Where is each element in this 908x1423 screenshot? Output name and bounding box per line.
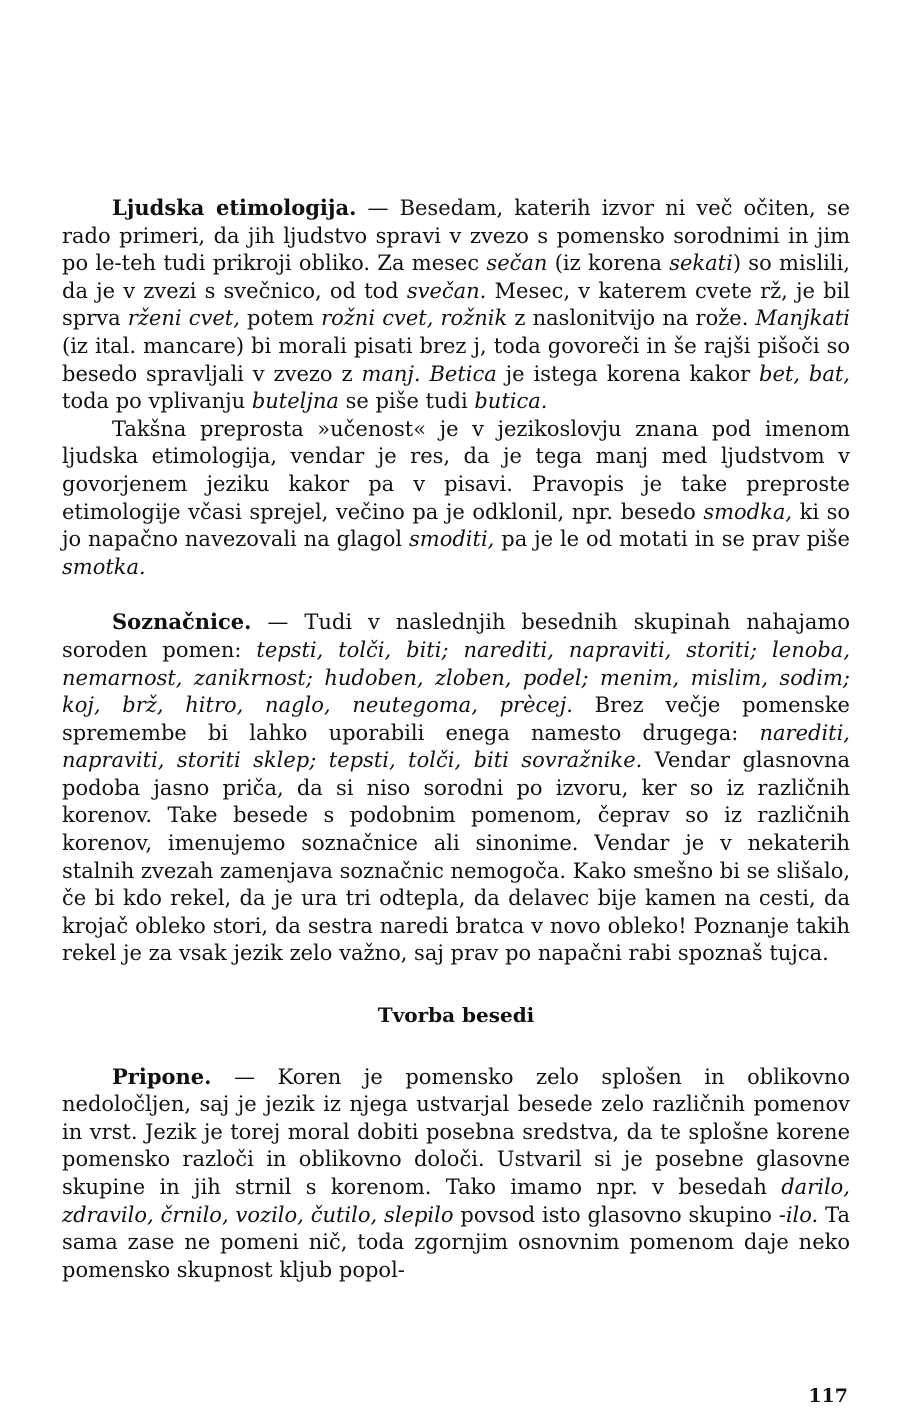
section-heading-soznacnice: Soznačnice. [112,609,252,635]
chapter-title: Tvorba besedi [377,1003,535,1028]
page-number: 117 [808,1385,848,1407]
paragraph-ljudska-etimologija: Ljudska etimologija. — Besedam, katerih izvor ni več očiten, se rado primeri, da jih ljudstvo spravi v zvezo s pomensko sorodnimi in jim po le-teh tudi prikroji obliko. Za mesec sečan (iz korena sekati) so mislili, da je v zvezi s svečnico, od tod svečan. Mesec, v katerem cvete rž, je bil sprva rženi cvet, potem rožni cvet, rožnik z naslonitvijo na rože. Manjkati (iz ital. mancare) bi morali pisati brez j, toda govoreči in še rajši pišoči so besedo spravljali v zvezo z manj. Betica je istega korena kakor bet, bat, toda po vplivanju buteljna se piše tudi butica. [62,195,851,414]
paragraph-taksna-preprosta: Takšna preprosta »učenost« je v jezikoslovju znana pod imenom ljudska etimologija, vendar je res, da je tega manj med ljudstvom v govorjenem jeziku kakor pa v pisavi. Pravopis je take preproste etimologije včasi sprejel, večino pa je odklonil, npr. besedo smodka, ki so jo napačno navezovali na glagol smoditi, pa je le od motati in se prav piše smotka. [62,416,850,579]
section-heading-ljudska-etimologija: Ljudska etimologija. [112,195,357,220]
page-body [62,194,850,1284]
section-heading-pripone: Pripone. [112,1063,212,1089]
paragraph-pripone: Pripone. — Koren je pomensko zelo splošen in oblikovno nedoločljen, saj je jezik iz njega ustvarjal besede zelo različnih pomenov in vrst. Jezik je torej moral dobiti posebna sredstva, da te splošne korene pomensko razloči in oblikovno določi. Ustvaril si je posebne glasovne skupine in jih strnil s korenom. Tako imamo npr. v besedah darilo, zdravilo, črnilo, vozilo, čutilo, slepilo povsod isto glasovno skupino -ilo. Ta sama zase ne pomeni nič, toda zgornjim osnovnim pomenom daje neko pomensko skupnost kljub popol- [62,1063,851,1282]
paragraph-soznacnice: Soznačnice. — Tudi v naslednjih besednih skupinah nahajamo soroden pomen: tepsti, tolči, biti; narediti, napraviti, storiti; lenoba, nemarnost, zanikrnost; hudoben, zloben, podel; menim, mislim, sodim; koj, brž, hitro, naglo, neutegoma, prècej. Brez večje pomenske spremembe bi lahko uporabili enega namesto drugega: narediti, napraviti, storiti sklep; tepsti, tolči, biti sovražnike. Vendar glasnovna podoba jasno priča, da si niso sorodni po izvoru, ker so iz različnih korenov. Take besede s podobnim pomenom, čeprav so iz različnih korenov, imenujemo soznačnice ali sinonime. Vendar je v nekaterih stalnih zvezah zamenjava soznačnic nemogoča. Kako smešno bi se slišalo, če bi kdo rekel, da je ura tri odteplа, da delavec bije kamen na cesti, da krojač obleko stori, da sestra naredi bratca v novo obleko! Poznanje takih rekel je za vsak jezik zelo važno, saj prav po napačni rabi spoznaš tujca. [62,609,851,966]
